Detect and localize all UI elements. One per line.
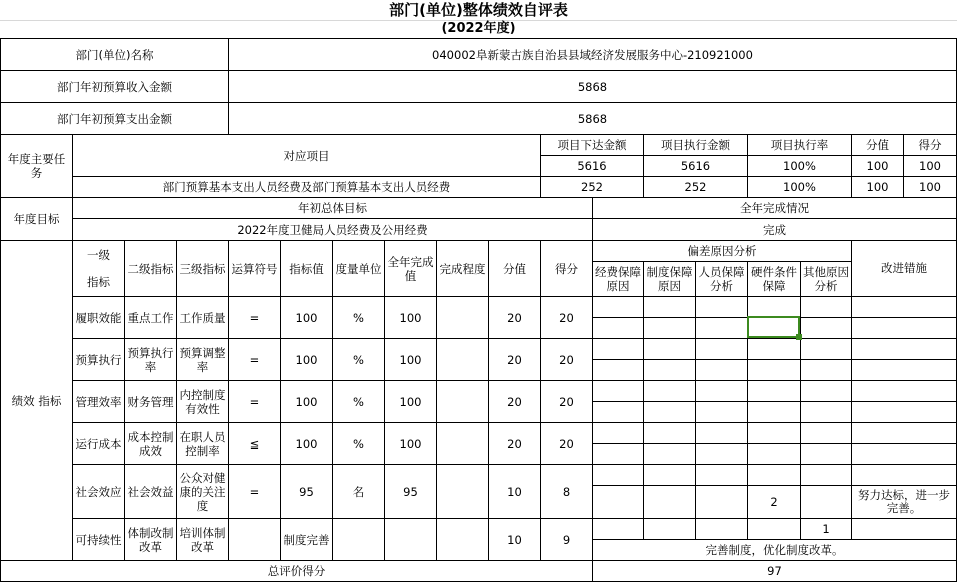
indicator-level2[interactable]: 成本控制成效 xyxy=(124,422,177,465)
deviation-cell[interactable] xyxy=(851,380,957,402)
deviation-cell[interactable] xyxy=(695,317,748,339)
indicator-degree[interactable] xyxy=(436,518,489,561)
indicator-level1[interactable]: 履职效能 xyxy=(72,296,125,339)
deviation-cell[interactable] xyxy=(800,380,852,402)
task2-score-value[interactable]: 100 xyxy=(851,176,904,198)
indicator-unit[interactable] xyxy=(332,518,385,561)
deviation-cell[interactable]: 1 xyxy=(800,518,852,540)
indicator-level3[interactable]: 工作质量 xyxy=(176,296,229,339)
deviation-cell[interactable] xyxy=(592,401,644,423)
deviation-cell[interactable] xyxy=(800,422,852,444)
task1-score-value[interactable]: 100 xyxy=(851,155,904,177)
deviation-cell[interactable] xyxy=(851,518,957,540)
completion-header: 全年完成情况 xyxy=(592,197,957,219)
task1-executed[interactable]: 5616 xyxy=(643,155,748,177)
task2-issued[interactable]: 252 xyxy=(540,176,644,198)
total-label: 总评价得分 xyxy=(0,560,593,582)
deviation-cell[interactable] xyxy=(747,401,801,423)
deviation-cell[interactable] xyxy=(851,464,957,486)
deviation-cell[interactable] xyxy=(643,443,696,465)
deviation-cell[interactable] xyxy=(643,485,696,519)
score-value-header: 分值 xyxy=(851,134,904,156)
income-label: 部门年初预算收入金额 xyxy=(0,70,229,103)
deviation-cell[interactable] xyxy=(643,401,696,423)
expense-label: 部门年初预算支出金额 xyxy=(0,102,229,135)
deviation-cell[interactable] xyxy=(747,422,801,444)
deviation-cell[interactable] xyxy=(747,296,801,318)
deviation-cell[interactable] xyxy=(695,485,748,519)
level3-header: 三级指标 xyxy=(176,240,229,297)
deviation-cell[interactable] xyxy=(800,485,852,519)
deviation-cell[interactable] xyxy=(592,443,644,465)
indicator-level3[interactable]: 预算调整率 xyxy=(176,338,229,381)
deviation-cell[interactable] xyxy=(592,317,644,339)
deviation-cell[interactable] xyxy=(695,518,748,540)
indicator-operator[interactable]: = xyxy=(228,338,281,381)
indicator-degree[interactable] xyxy=(436,380,489,423)
indicator-level3[interactable]: 培训体制改革 xyxy=(176,518,229,561)
indicator-level2[interactable]: 财务管理 xyxy=(124,380,177,423)
deviation-header: 偏差原因分析 xyxy=(592,240,852,262)
deviation-cell[interactable] xyxy=(592,359,644,381)
indicator-level1[interactable]: 社会效应 xyxy=(72,464,125,519)
indicator-score[interactable]: 9 xyxy=(540,518,593,561)
indicator-level1[interactable]: 运行成本 xyxy=(72,422,125,465)
indicator-level1[interactable]: 预算执行 xyxy=(72,338,125,381)
indicators-section-label: 绩效 指标 xyxy=(0,240,73,561)
indicator-degree[interactable] xyxy=(436,338,489,381)
indicator-actual[interactable] xyxy=(384,518,437,561)
deviation-cell[interactable] xyxy=(800,443,852,465)
task2-executed[interactable]: 252 xyxy=(643,176,748,198)
indicator-score[interactable]: 20 xyxy=(540,380,593,423)
level1-header-bottom: 指标 xyxy=(87,275,110,290)
task2-score[interactable]: 100 xyxy=(903,176,957,198)
indicator-operator[interactable]: = xyxy=(228,296,281,339)
deviation-cell[interactable] xyxy=(643,464,696,486)
deviation-cell[interactable] xyxy=(851,317,957,339)
deviation-cell[interactable] xyxy=(695,296,748,318)
deviation-cell[interactable] xyxy=(747,317,801,339)
indicator-operator[interactable] xyxy=(228,518,281,561)
project-header: 对应项目 xyxy=(72,134,541,177)
indicator-unit[interactable]: % xyxy=(332,338,385,381)
deviation-cell[interactable] xyxy=(695,443,748,465)
indicator-target[interactable]: 95 xyxy=(280,464,333,519)
deviation-cell[interactable] xyxy=(747,443,801,465)
deviation-cell[interactable] xyxy=(851,401,957,423)
level1-header xyxy=(72,240,125,297)
deviation-cell[interactable] xyxy=(695,359,748,381)
indicator-actual[interactable]: 100 xyxy=(384,422,437,465)
indicator-target[interactable]: 100 xyxy=(280,380,333,423)
level2-header: 二级指标 xyxy=(124,240,177,297)
deviation-cell[interactable] xyxy=(592,485,644,519)
indicator-level3[interactable]: 内控制度有效性 xyxy=(176,380,229,423)
indicator-unit[interactable]: % xyxy=(332,422,385,465)
deviation-cell[interactable] xyxy=(851,443,957,465)
deviation-cell[interactable] xyxy=(851,422,957,444)
indicator-level2[interactable]: 体制改制改革 xyxy=(124,518,177,561)
deviation-cell[interactable] xyxy=(592,422,644,444)
indicator-unit[interactable]: % xyxy=(332,296,385,339)
deviation-cell[interactable] xyxy=(695,464,748,486)
indicator-level2[interactable]: 预算执行率 xyxy=(124,338,177,381)
indicator-score[interactable]: 20 xyxy=(540,338,593,381)
deviation-cell[interactable] xyxy=(695,338,748,360)
tasks-section-label: 年度主要任务 xyxy=(0,134,73,198)
task2-project[interactable]: 部门预算基本支出人员经费及部门预算基本支出人员经费 xyxy=(72,176,541,198)
indicator-level1[interactable]: 可持续性 xyxy=(72,518,125,561)
indicator-degree[interactable] xyxy=(436,296,489,339)
score-header: 得分 xyxy=(540,240,593,297)
indicator-actual[interactable]: 100 xyxy=(384,380,437,423)
deviation-cell[interactable] xyxy=(851,359,957,381)
completion-value[interactable]: 完成 xyxy=(592,218,957,241)
deviation-cell[interactable] xyxy=(592,464,644,486)
deviation-cell[interactable] xyxy=(643,296,696,318)
dev-funding-header: 经费保障原因 xyxy=(592,261,644,297)
deviation-cell[interactable] xyxy=(800,296,852,318)
deviation-cell[interactable] xyxy=(800,464,852,486)
deviation-cell[interactable] xyxy=(747,464,801,486)
indicator-target[interactable]: 制度完善 xyxy=(280,518,333,561)
dev-personnel-header: 人员保障分析 xyxy=(695,261,748,297)
indicator-score[interactable]: 20 xyxy=(540,296,593,339)
expense-value[interactable]: 5868 xyxy=(228,102,957,135)
indicator-operator[interactable]: = xyxy=(228,464,281,519)
dev-system-header: 制度保障原因 xyxy=(643,261,696,297)
deviation-cell[interactable]: 2 xyxy=(747,485,801,519)
indicator-operator[interactable]: = xyxy=(228,380,281,423)
page-title: 部门(单位)整体绩效自评表 xyxy=(0,0,957,21)
target-header: 指标值 xyxy=(280,240,333,297)
dev-other-header: 其他原因分析 xyxy=(800,261,852,297)
indicator-actual[interactable]: 100 xyxy=(384,338,437,381)
deviation-cell[interactable] xyxy=(695,401,748,423)
deviation-cell[interactable] xyxy=(695,422,748,444)
deviation-cell[interactable] xyxy=(800,317,852,339)
indicator-level3[interactable]: 在职人员控制率 xyxy=(176,422,229,465)
dept-name-value[interactable]: 040002阜新蒙古族自治县县域经济发展服务中心-210921000 xyxy=(228,38,957,71)
deviation-cell[interactable] xyxy=(592,338,644,360)
indicator-score-value[interactable]: 20 xyxy=(488,338,541,381)
deviation-cell[interactable] xyxy=(800,401,852,423)
income-value[interactable]: 5868 xyxy=(228,70,957,103)
dept-name-label: 部门(单位)名称 xyxy=(0,38,229,71)
level1-header-top: 一级 xyxy=(87,247,110,262)
deviation-cell[interactable] xyxy=(747,359,801,381)
task1-rate[interactable]: 100% xyxy=(747,155,852,177)
initial-goal-header: 年初总体目标 xyxy=(72,197,593,219)
deviation-cell[interactable] xyxy=(643,338,696,360)
deviation-cell[interactable] xyxy=(592,296,644,318)
deviation-cell[interactable] xyxy=(643,518,696,540)
deviation-cell[interactable] xyxy=(592,518,644,540)
indicator-actual[interactable]: 95 xyxy=(384,464,437,519)
issued-header: 项目下达金额 xyxy=(540,134,644,156)
unit-header: 度量单位 xyxy=(332,240,385,297)
executed-header: 项目执行金额 xyxy=(643,134,748,156)
deviation-cell[interactable] xyxy=(747,380,801,402)
deviation-cell[interactable] xyxy=(643,380,696,402)
task2-rate[interactable]: 100% xyxy=(747,176,852,198)
deviation-cell[interactable] xyxy=(695,380,748,402)
initial-goal-value[interactable]: 2022年度卫健局人员经费及公用经费 xyxy=(72,218,593,241)
indicator-actual[interactable]: 100 xyxy=(384,296,437,339)
indicator-score-value[interactable]: 10 xyxy=(488,518,541,561)
page-subtitle: (2022年度) xyxy=(441,21,516,36)
actual-header: 全年完成值 xyxy=(384,240,437,297)
indicator-score-value[interactable]: 20 xyxy=(488,296,541,339)
deviation-cell[interactable] xyxy=(643,359,696,381)
score-header: 得分 xyxy=(903,134,957,156)
indicator-score-value[interactable]: 20 xyxy=(488,422,541,465)
goals-section-label: 年度目标 xyxy=(0,197,73,241)
operator-header: 运算符号 xyxy=(228,240,281,297)
indicator-degree[interactable] xyxy=(436,464,489,519)
deviation-cell[interactable] xyxy=(851,296,957,318)
rate-header: 项目执行率 xyxy=(747,134,852,156)
deviation-cell[interactable] xyxy=(643,317,696,339)
indicator-degree[interactable] xyxy=(436,422,489,465)
indicator-level3[interactable]: 公众对健康的关注度 xyxy=(176,464,229,519)
deviation-cell[interactable] xyxy=(592,380,644,402)
deviation-cell[interactable] xyxy=(800,359,852,381)
indicator-operator[interactable]: ≦ xyxy=(228,422,281,465)
deviation-cell[interactable] xyxy=(800,338,852,360)
deviation-cell[interactable] xyxy=(643,422,696,444)
deviation-cell[interactable]: 努力达标，进一步完善。 xyxy=(851,485,957,519)
improvement-summary[interactable]: 完善制度，优化制度改革。 xyxy=(592,539,957,561)
indicator-unit[interactable]: % xyxy=(332,380,385,423)
improvement-header: 改进错施 xyxy=(851,240,957,297)
indicator-score[interactable]: 8 xyxy=(540,464,593,519)
indicator-score-value[interactable]: 10 xyxy=(488,464,541,519)
score-value-header: 分值 xyxy=(488,240,541,297)
indicator-target[interactable]: 100 xyxy=(280,296,333,339)
deviation-cell[interactable] xyxy=(747,338,801,360)
degree-header: 完成程度 xyxy=(436,240,489,297)
task1-score[interactable]: 100 xyxy=(903,155,957,177)
task1-issued[interactable]: 5616 xyxy=(540,155,644,177)
dev-hardware-header: 硬件条件保障 xyxy=(747,261,801,297)
indicator-level2[interactable]: 重点工作 xyxy=(124,296,177,339)
deviation-cell[interactable] xyxy=(851,338,957,360)
indicator-score[interactable]: 20 xyxy=(540,422,593,465)
deviation-cell[interactable] xyxy=(747,518,801,540)
indicator-level2[interactable]: 社会效益 xyxy=(124,464,177,519)
indicator-level1[interactable]: 管理效率 xyxy=(72,380,125,423)
indicator-score-value[interactable]: 20 xyxy=(488,380,541,423)
indicator-target[interactable]: 100 xyxy=(280,422,333,465)
indicator-unit[interactable]: 名 xyxy=(332,464,385,519)
total-value[interactable]: 97 xyxy=(592,560,957,582)
fill-handle[interactable] xyxy=(796,334,802,340)
indicator-target[interactable]: 100 xyxy=(280,338,333,381)
